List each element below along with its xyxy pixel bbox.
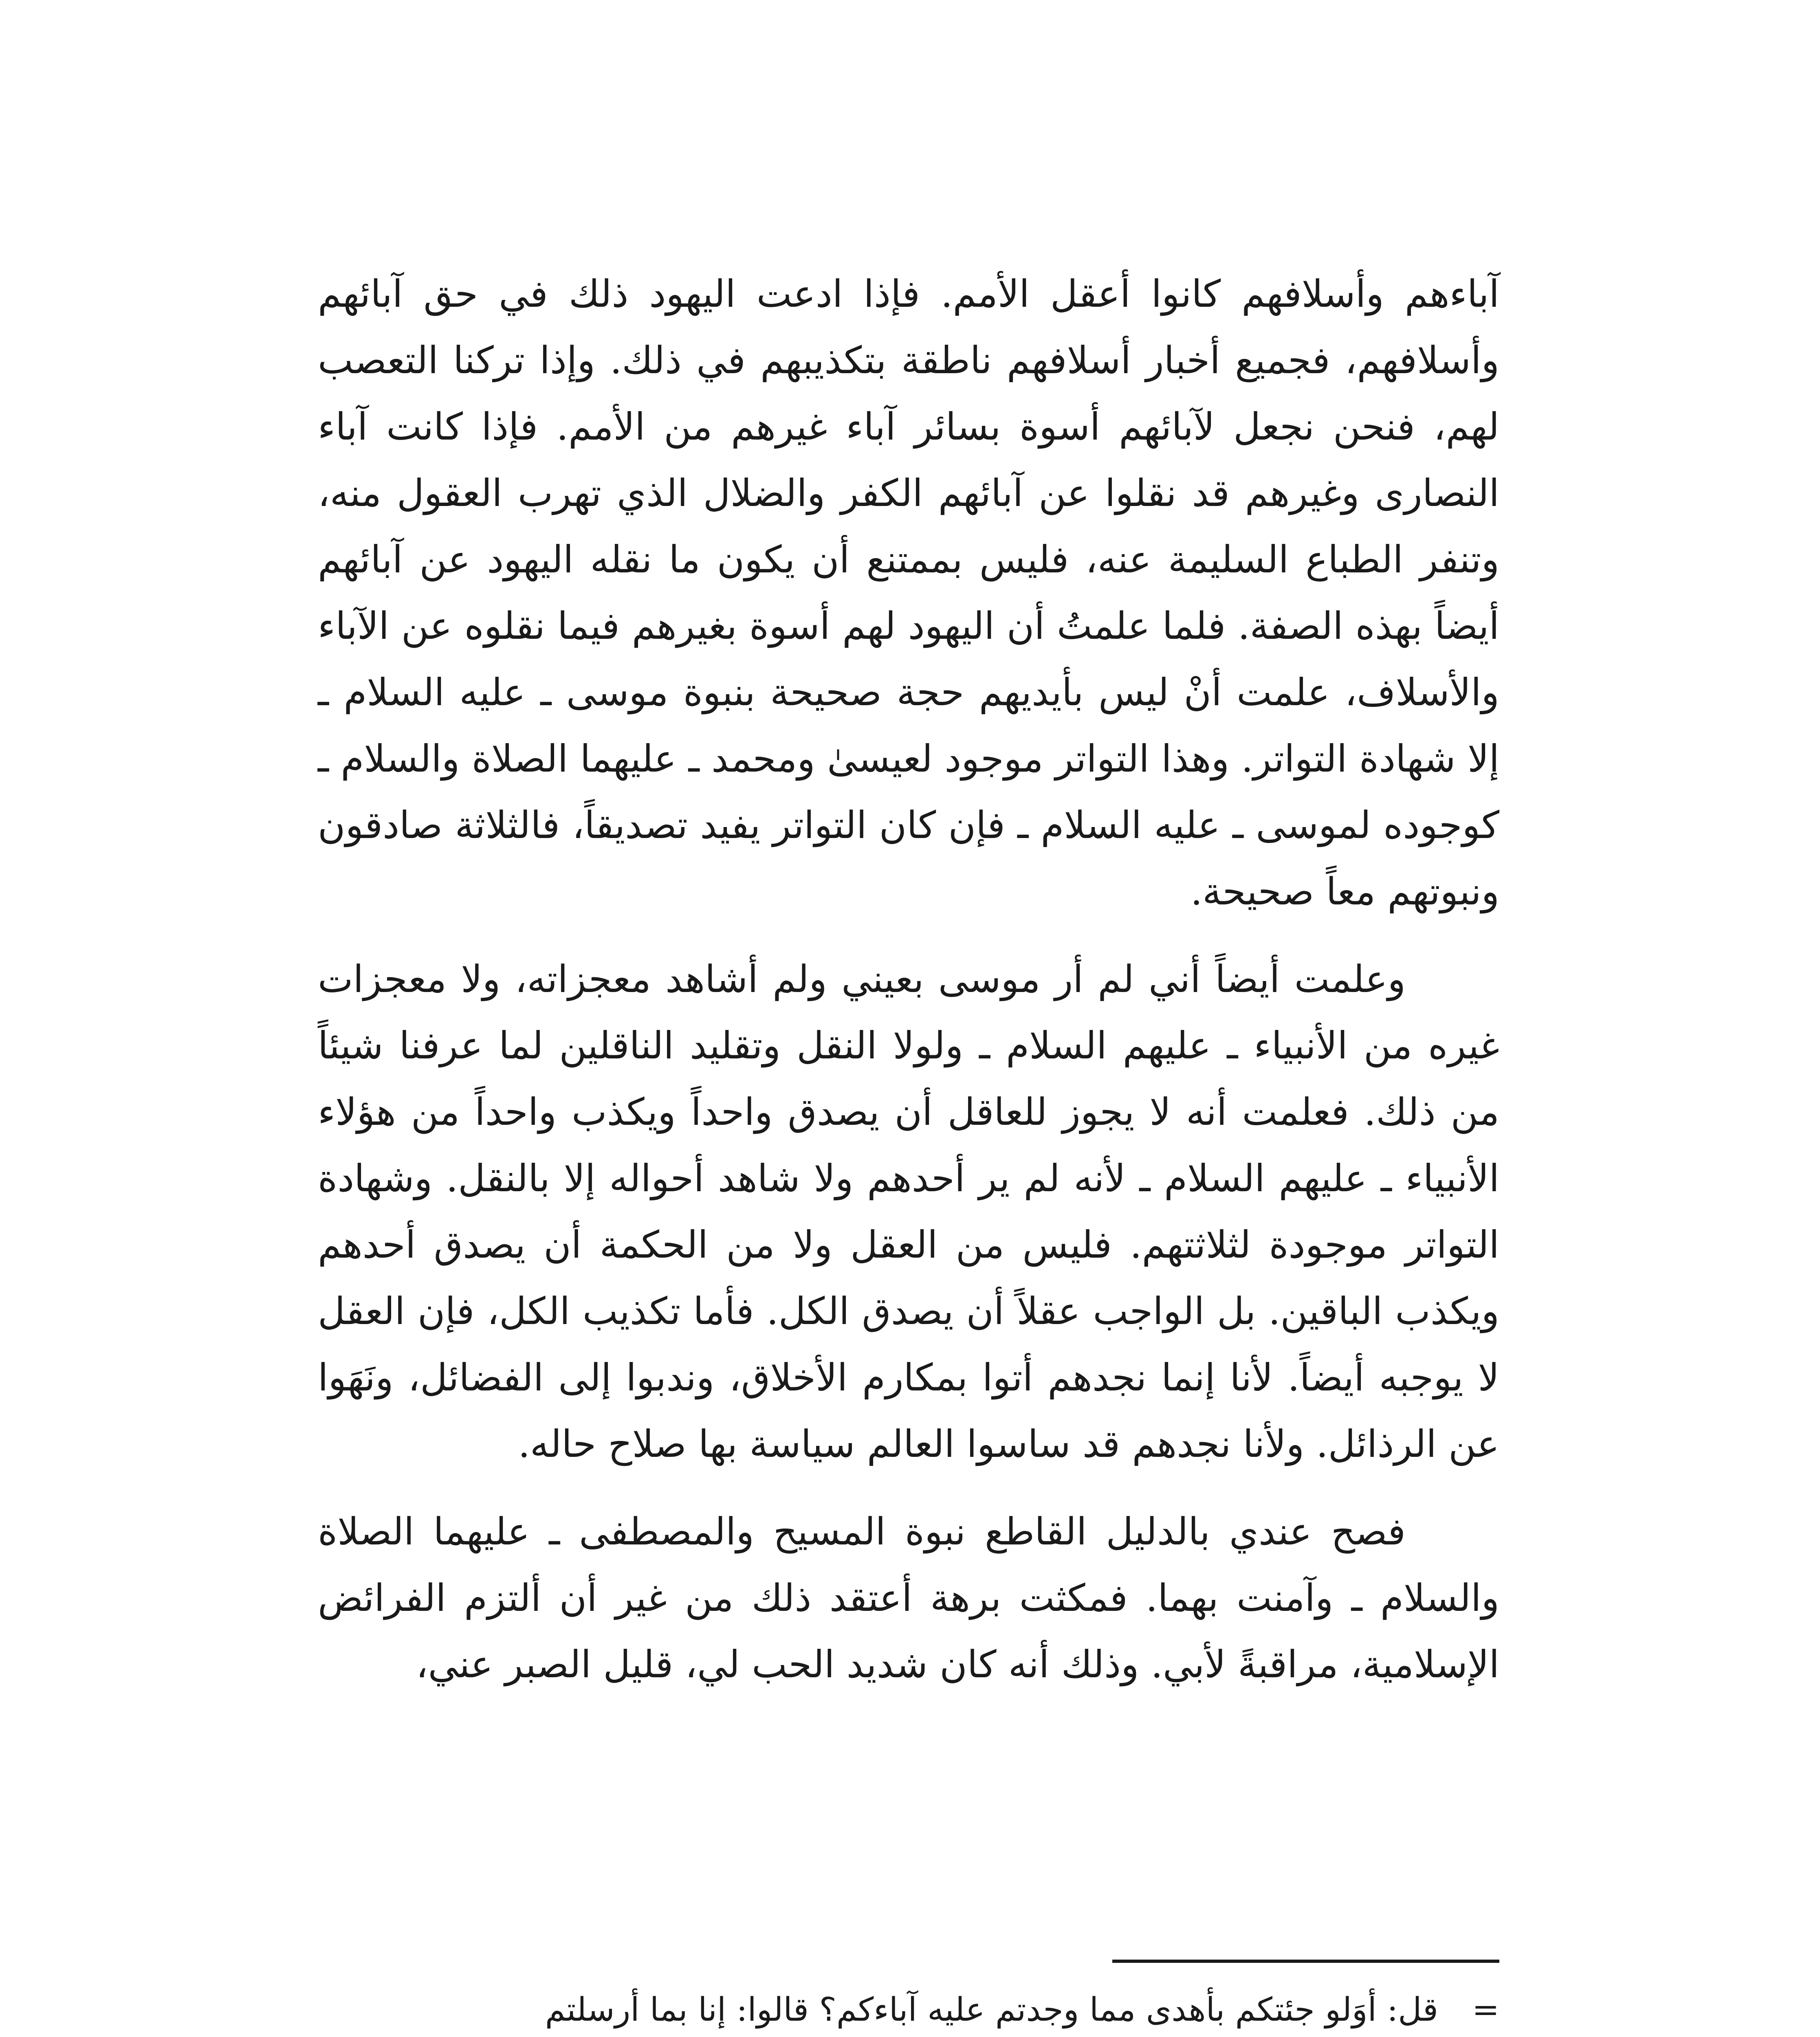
paragraph-2: وعلمت أيضاً أني لم أر موسى بعيني ولم أشاهد معجزاته، ولا معجزات غيره من الأنبياء ـ عليهم السلام ـ ولولا النقل وتقليد الناقلين لما عرفنا شيئاً من ذلك. فعلمت أنه لا يجوز للعاقل أن يصدق واحداً ويكذب واحداً من هؤلاء الأنبياء ـ عليهم السلام ـ لأنه لم ير أحدهم ولا شاهد أحواله إلا بالنقل. وشهادة التواتر موجودة لثلاثتهم. فليس من العقل ولا من الحكمة أن يصدق أحدهم ويكذب الباقين. بل الواجب عقلاً أن يصدق الكل. فأما تكذيب الكل، فإن العقل لا يوجبه أيضاً. لأنا إنما نجدهم أتوا بمكارم الأخلاق، وندبوا إلى الفضائل، ونَهَوا عن الرذائل. ولأنا نجدهم قد ساسوا العالم سياسة بها صلاح حاله. — [318, 957, 1499, 1466]
paragraph-1: آباءهم وأسلافهم كانوا أعقل الأمم. فإذا ادعت اليهود ذلك في حق آبائهم وأسلافهم، فجميع أخبار أسلافهم ناطقة بتكذيبهم في ذلك. وإذا تركنا التعصب لهم، فنحن نجعل لآبائهم أسوة بسائر آباء غيرهم من الأمم. فإذا كانت آباء النصارى وغيرهم قد نقلوا عن آبائهم الكفر والضلال الذي تهرب العقول منه، وتنفر الطباع السليمة عنه، فليس بممتنع أن يكون ما نقله اليهود عن آبائهم أيضاً بهذه الصفة. فلما علمتُ أن اليهود لهم أسوة بغيرهم فيما نقلوه عن الآباء والأسلاف، علمت أنْ ليس بأيديهم حجة صحيحة بنبوة موسى ـ عليه السلام ـ إلا شهادة التواتر. وهذا التواتر موجود لعيسىٰ ومحمد ـ عليهما الصلاة والسلام ـ كوجوده لموسى ـ عليه السلام ـ فإن كان التواتر يفيد تصديقاً، فالثلاثة صادقون ونبوتهم معاً صحيحة. — [318, 272, 1499, 913]
footnote-line-1 — [318, 1980, 1499, 2037]
paragraph-3: فصح عندي بالدليل القاطع نبوة المسيح والمصطفى ـ عليهما الصلاة والسلام ـ وآمنت بهما. فمكثت برهة أعتقد ذلك من غير أن ألتزم الفرائض الإسلامية، مراقبةً لأبي. وذلك أنه كان شديد الحب لي، قليل الصبر عني، — [318, 1510, 1499, 1686]
footnote-continuation-marker: = — [1472, 1991, 1499, 2028]
footnote-text-1: قل: أوَلو جئتكم بأهدى مما وجدتم عليه آباءكم؟ قالوا: إنا بما أرسلتم — [545, 1991, 1438, 2028]
main-text — [318, 261, 1499, 1698]
footnote-separator — [1112, 1960, 1499, 1963]
footnote — [318, 1980, 1499, 2037]
